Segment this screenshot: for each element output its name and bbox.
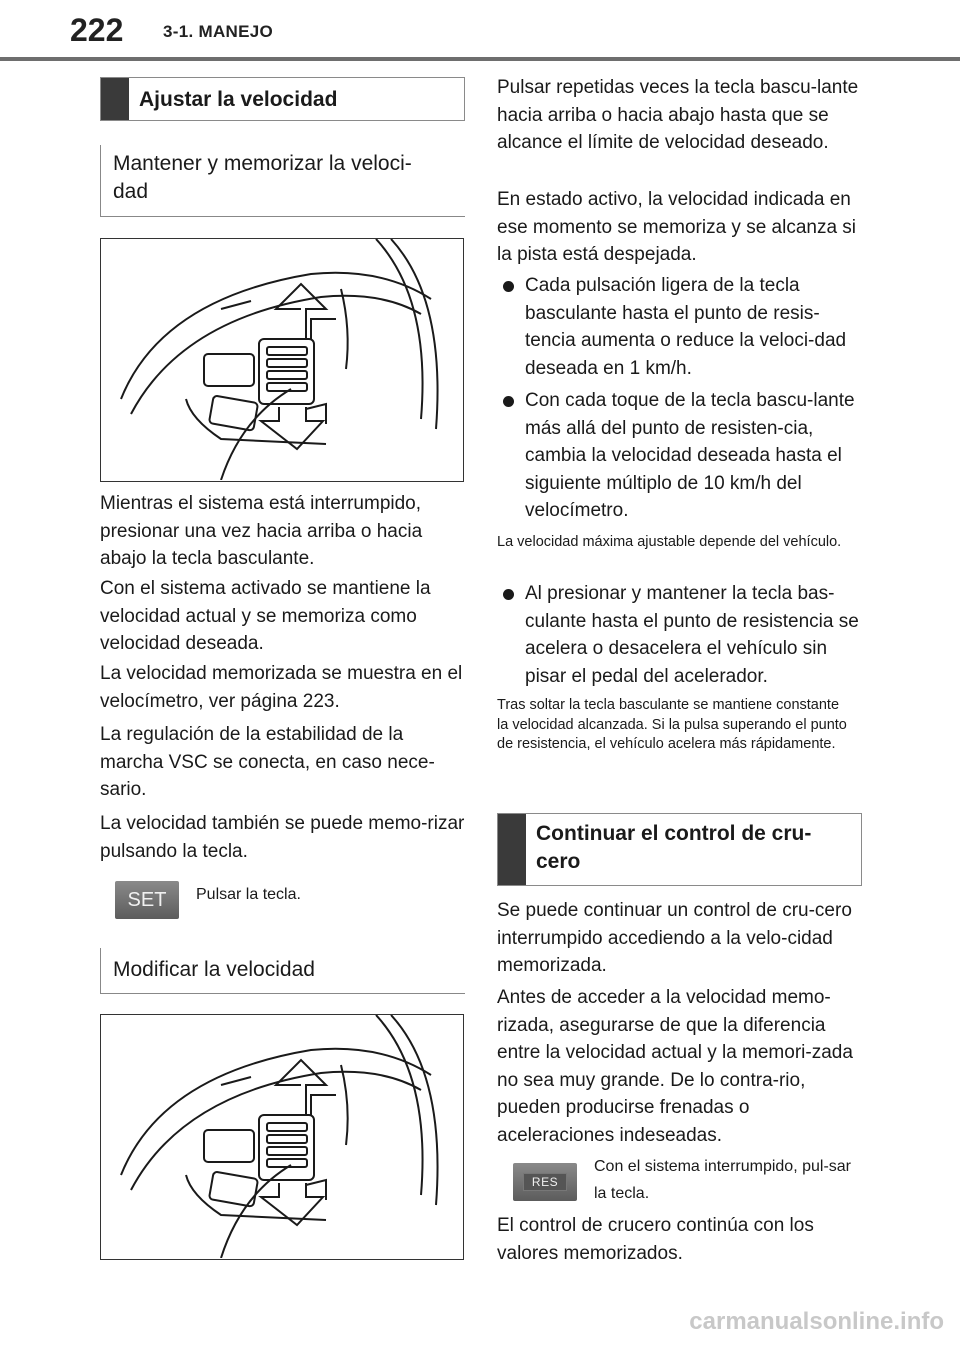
bullet-dot-icon [503, 281, 514, 292]
bullet-text: Cada pulsación ligera de la tecla basculante hasta el punto de resis-tencia aumenta o reduce la veloci-dad deseada en 1 km/h. [525, 275, 847, 379]
bullet-dot-icon [503, 396, 514, 407]
steering-wheel-figure-2 [100, 1014, 464, 1260]
bullet-text: Al presionar y mantener la tecla bas-culante hasta el punto de resistencia se acelera o desacelera el vehículo sin pisar el pedal del acelerador. [525, 583, 859, 687]
section-bar [101, 78, 129, 120]
paragraph: Pulsar repetidas veces la tecla bascu-lante hacia arriba o hacia abajo hasta que se alcance el límite de velocidad deseado. [497, 77, 859, 153]
subheading-text: Modificar la velocidad [113, 958, 315, 981]
paragraph: La regulación de la estabilidad de la marcha VSC se conecta, en caso nece-sario. [100, 724, 435, 800]
paragraph: Con el sistema activado se mantiene la velocidad actual y se memoriza como velocidad deseada. [100, 578, 431, 654]
set-key-icon: SET [115, 881, 179, 919]
paragraph: Mientras el sistema está interrumpido, presionar una vez hacia arriba o hacia abajo la tecla basculante. [100, 493, 423, 569]
bullet-dot-icon [503, 589, 514, 600]
chapter-title: 3-1. MANEJO [163, 22, 274, 41]
section-heading-ajustar [100, 77, 465, 121]
note: La velocidad máxima ajustable depende del vehículo. [497, 534, 842, 550]
res-key-caption: Con el sistema interrumpido, pul-sar la tecla. [594, 1158, 851, 1202]
bullet-item [497, 387, 862, 525]
res-key-label: RES [523, 1173, 567, 1191]
section-title: Ajustar la velocidad [139, 88, 338, 111]
section-bar [498, 814, 526, 885]
paragraph: En estado activo, la velocidad indicada en ese momento se memoriza y se alcanza si la pista está despejada. [497, 189, 857, 265]
subheading-mantener [100, 145, 465, 217]
paragraph: El control de crucero continúa con los valores memorizados. [497, 1215, 814, 1264]
paragraph: La velocidad también se puede memo-rizar pulsando la tecla. [100, 813, 465, 862]
section-heading-continuar [497, 813, 862, 886]
bullet-text: Con cada toque de la tecla bascu-lante más allá del punto de resisten-cia, cambia la velocidad deseada hasta el siguiente múltiplo de 10 km/h del velocímetro. [525, 390, 855, 521]
res-key-icon [513, 1163, 577, 1201]
subheading-modificar [100, 948, 465, 994]
steering-switch-illustration [101, 239, 462, 480]
paragraph: La velocidad memorizada se muestra en el velocímetro, ver página 223. [100, 663, 463, 712]
steering-wheel-figure-1 [100, 238, 464, 482]
watermark: carmanualsonline.info [689, 1308, 944, 1335]
paragraph: Se puede continuar un control de cru-cero interrumpido accediendo a la velo-cidad memorizada. [497, 900, 852, 976]
bullet-item [497, 272, 862, 382]
page-number: 222 [70, 12, 124, 48]
bullet-item [497, 580, 862, 690]
set-key-caption: Pulsar la tecla. [196, 886, 301, 903]
section-title: Continuar el control de cru-cero [536, 822, 812, 873]
steering-switch-illustration [101, 1015, 462, 1258]
note: Tras soltar la tecla basculante se mantiene constante la velocidad alcanzada. Si la pulsa superando el punto de resistencia, el vehículo acelera más rápidamente. [497, 697, 847, 752]
header-rule [0, 57, 960, 61]
subheading-text: Mantener y memorizar la veloci-dad [113, 152, 412, 203]
paragraph: Antes de acceder a la velocidad memo-rizada, asegurarse de que la diferencia entre la velocidad actual y la memori-zada no sea muy grande. De lo contra-rio, pueden producirse frenadas o aceleraciones indeseadas. [497, 987, 853, 1146]
